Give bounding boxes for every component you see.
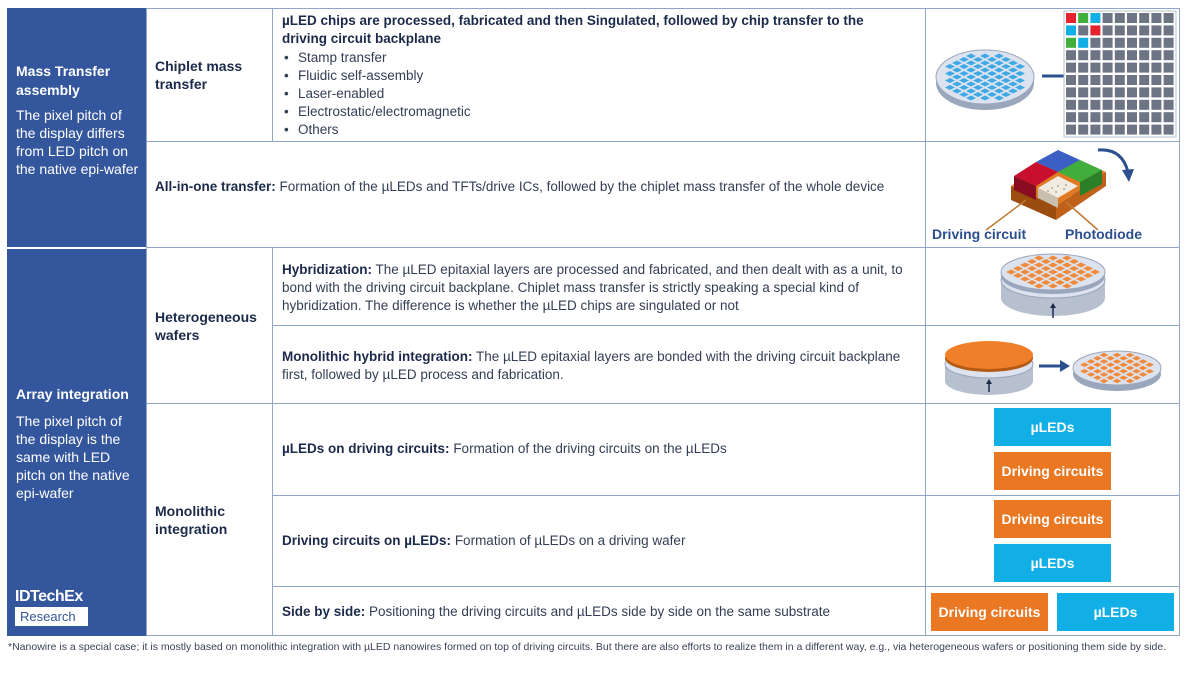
pixel-cell [1066, 25, 1076, 35]
hybridization-lead: Hybridization: [282, 262, 372, 277]
pixel-cell [1066, 63, 1076, 73]
pixel-cell [1139, 125, 1149, 135]
uleds-box: µLEDs [994, 408, 1111, 446]
logo-name: IDTechEx [15, 588, 83, 605]
list-item: • Electrostatic/electromagnetic [282, 103, 911, 121]
pixel-cell [1090, 25, 1100, 35]
category-label: Monolithic integration [155, 503, 228, 537]
pixel-cell [1151, 25, 1161, 35]
driving-on-leds-description-cell [272, 495, 926, 587]
pixel-cell [1115, 63, 1125, 73]
category-label: Heterogeneous wafers [155, 309, 257, 343]
pixel-cell [1139, 25, 1149, 35]
pixel-cell [1103, 112, 1113, 122]
section-title: Mass Transfer assembly [16, 63, 111, 98]
pixel-cell [1078, 112, 1088, 122]
pixel-cell [1127, 25, 1137, 35]
pixel-cell [1164, 25, 1174, 35]
pixel-cell [1090, 100, 1100, 110]
pixel-cell [1103, 100, 1113, 110]
pixel-cell [1103, 13, 1113, 23]
pixel-cell [1115, 87, 1125, 97]
pixel-cell [1103, 125, 1113, 135]
pixel-cell [1127, 75, 1137, 85]
pixel-cell [1151, 63, 1161, 73]
pixel-cell [1151, 50, 1161, 60]
driving-on-leds-lead: Driving circuits on µLEDs: [282, 533, 452, 548]
pixel-cell [1090, 125, 1100, 135]
pixel-cell [1078, 125, 1088, 135]
driving-circuits-box: Driving circuits [931, 593, 1048, 631]
wafer-to-display-illustration [926, 9, 1179, 141]
driving-on-leds-text: Formation of µLEDs on a driving wafer [451, 533, 686, 548]
pixel-cell [1127, 50, 1137, 60]
list-item: • Laser-enabled [282, 85, 911, 103]
footnote: *Nanowire is a special case; it is mostly based on monolithic integration with µLED nanowires formed on top of driving circuits. But there are also efforts to realize them in a different way, e.g., via heterogeneous wafers or positioning them side by side. [8, 641, 1167, 653]
pixel-cell [1090, 50, 1100, 60]
pixel-cell [1066, 125, 1076, 135]
hybridization-illustration-cell [925, 247, 1180, 326]
driving-circuits-box: Driving circuits [994, 452, 1111, 490]
category-label: Chiplet mass transfer [155, 58, 243, 92]
pixel-cell [1164, 100, 1174, 110]
pixel-cell [1164, 63, 1174, 73]
pixel-cell [1066, 13, 1076, 23]
pixel-cell [1151, 38, 1161, 48]
pixel-cell [1151, 75, 1161, 85]
pixel-cell [1139, 112, 1149, 122]
hybridization-text: The µLED epitaxial layers are processed and fabricated, and then dealt with as a unit, to bond with the driving circuit backplane. Chiplet mass transfer is strictly speaking a special kind of hybridization. The difference is whether the µLED chips are singulated or not [282, 262, 903, 313]
leds-on-driving-lead: µLEDs on driving circuits: [282, 441, 450, 456]
pixel-cell [1151, 112, 1161, 122]
all-in-one-device-illustration [926, 142, 1179, 247]
hybrid-wafer-illustration [926, 248, 1179, 325]
pixel-cell [1078, 87, 1088, 97]
pixel-cell [1090, 75, 1100, 85]
pixel-cell [1103, 38, 1113, 48]
monolithic-hybrid-lead: Monolithic hybrid integration: [282, 349, 473, 364]
all-in-one-illustration-cell [925, 141, 1180, 248]
pixel-cell [1115, 125, 1125, 135]
category-chiplet-cell [146, 8, 273, 142]
pixel-cell [1164, 38, 1174, 48]
hybridization-description-cell [272, 247, 926, 326]
pixel-cell [1066, 38, 1076, 48]
pixel-cell [1151, 125, 1161, 135]
pixel-cell [1078, 13, 1088, 23]
pixel-cell [1078, 75, 1088, 85]
pixel-cell [1103, 63, 1113, 73]
section-description: The pixel pitch of the display differs from LED pitch on the native epi-wafer [16, 107, 139, 177]
pixel-cell [1115, 112, 1125, 122]
pixel-cell [1139, 50, 1149, 60]
pixel-cell [1103, 75, 1113, 85]
pixel-cell [1164, 87, 1174, 97]
pixel-cell [1139, 100, 1149, 110]
pixel-cell [1127, 100, 1137, 110]
pixel-cell [1164, 112, 1174, 122]
pixel-cell [1078, 63, 1088, 73]
pixel-cell [1103, 87, 1113, 97]
monolithic-hybrid-text: The µLED epitaxial layers are bonded with the driving circuit backplane first, followed by µLED process and fabrication. [282, 349, 901, 382]
list-item: • Stamp transfer [282, 49, 911, 67]
pixel-cell [1115, 13, 1125, 23]
driving-circuit-label: Driving circuit [932, 226, 1027, 242]
photodiode-label: Photodiode [1065, 226, 1142, 242]
list-item: • Others [282, 121, 911, 139]
pixel-cell [1127, 112, 1137, 122]
all-in-one-lead: All-in-one transfer: [155, 179, 276, 194]
pixel-cell [1127, 13, 1137, 23]
section-description: The pixel pitch of the display is the same with LED pitch on the native epi-wafer [16, 413, 130, 501]
pixel-cell [1139, 13, 1149, 23]
pixel-cell [1127, 38, 1137, 48]
chiplet-illustration-cell [925, 8, 1180, 142]
leds-on-driving-description-cell [272, 403, 926, 496]
side-by-side-description-cell [272, 586, 926, 636]
pixel-cell [1127, 125, 1137, 135]
pixel-cell [1151, 100, 1161, 110]
all-in-one-text: Formation of the µLEDs and TFTs/drive ICs, followed by the chiplet mass transfer of the whole device [275, 179, 885, 194]
category-monolithic-cell [146, 403, 273, 636]
pixel-cell [1078, 25, 1088, 35]
driving-circuits-box: Driving circuits [994, 500, 1111, 538]
side-by-side-lead: Side by side: [282, 604, 366, 619]
pixel-cell [1115, 50, 1125, 60]
uleds-box: µLEDs [994, 544, 1111, 582]
pixel-cell [1115, 75, 1125, 85]
pixel-cell [1139, 75, 1149, 85]
pixel-cell [1066, 50, 1076, 60]
pixel-cell [1139, 87, 1149, 97]
monolithic-hybrid-illustration-cell [925, 325, 1180, 404]
pixel-cell [1139, 63, 1149, 73]
pixel-cell [1103, 50, 1113, 60]
monolithic-hybrid-illustration [926, 326, 1179, 403]
section-title: Array integration [16, 386, 129, 402]
all-in-one-description-cell [146, 141, 926, 248]
transfer-methods-list [282, 49, 911, 139]
section-mass-transfer [7, 8, 146, 247]
pixel-cell [1151, 87, 1161, 97]
monolithic-hybrid-description-cell [272, 325, 926, 404]
pixel-cell [1078, 38, 1088, 48]
idtechex-logo [15, 588, 88, 626]
pixel-cell [1103, 25, 1113, 35]
pixel-cell [1066, 100, 1076, 110]
pixel-cell [1066, 87, 1076, 97]
list-item: • Fluidic self-assembly [282, 67, 911, 85]
pixel-cell [1078, 100, 1088, 110]
section-array-integration [7, 249, 146, 636]
pixel-cell [1090, 63, 1100, 73]
uleds-box: µLEDs [1057, 593, 1174, 631]
pixel-cell [1115, 100, 1125, 110]
category-heterogeneous-cell [146, 247, 273, 404]
pixel-cell [1164, 50, 1174, 60]
pixel-cell [1115, 38, 1125, 48]
pixel-cell [1090, 38, 1100, 48]
pixel-cell [1090, 87, 1100, 97]
pixel-cell [1066, 112, 1076, 122]
side-by-side-text: Positioning the driving circuits and µLEDs side by side on the same substrate [365, 604, 831, 619]
pixel-cell [1115, 25, 1125, 35]
pixel-cell [1151, 13, 1161, 23]
pixel-cell [1164, 75, 1174, 85]
leds-on-driving-text: Formation of the driving circuits on the µLEDs [449, 441, 727, 456]
pixel-cell [1164, 13, 1174, 23]
chiplet-heading: µLED chips are processed, fabricated and then Singulated, followed by chip transfer to the driving circuit backplane [282, 13, 864, 46]
pixel-cell [1078, 50, 1088, 60]
pixel-cell [1164, 125, 1174, 135]
pixel-cell [1090, 13, 1100, 23]
pixel-cell [1139, 38, 1149, 48]
logo-sub: Research [15, 607, 88, 626]
pixel-cell [1127, 63, 1137, 73]
chiplet-description-cell [272, 8, 926, 142]
pixel-cell [1066, 75, 1076, 85]
pixel-cell [1090, 112, 1100, 122]
pixel-cell [1127, 87, 1137, 97]
